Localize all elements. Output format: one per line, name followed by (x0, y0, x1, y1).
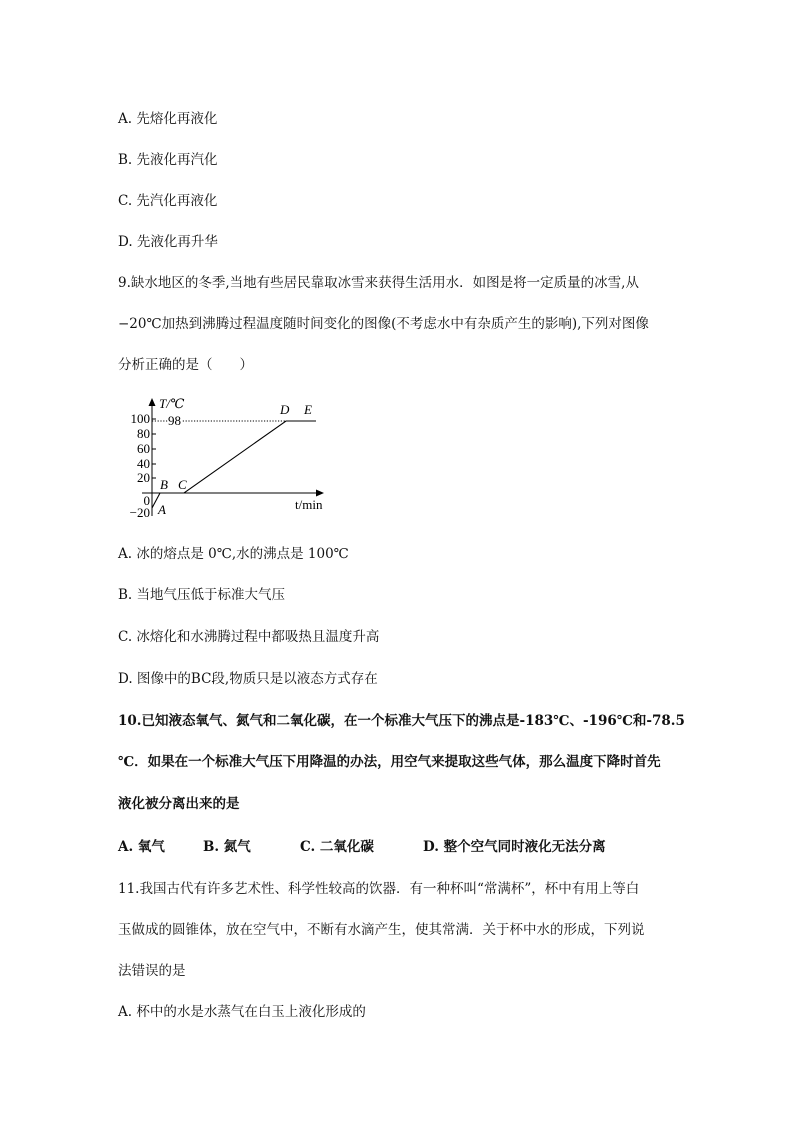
q10-option-c: C. 二氧化碳 (300, 839, 374, 855)
point-label-b: B (160, 477, 168, 492)
q9-stem-line-1: 9.缺水地区的冬季,当地有些居民靠取冰雪来获得生活用水．如图是将一定质量的冰雪,从 (118, 275, 639, 291)
q10-stem-line-2: ℃．如果在一个标准大气压下用降温的办法，用空气来提取这些气体，那么温度下降时首先 (118, 754, 661, 770)
q10-option-a: A. 氧气 (118, 839, 165, 855)
q11-stem-line-2: 玉做成的圆锥体，放在空气中，不断有水滴产生，使其常满．关于杯中水的形成，下列说 (118, 922, 645, 938)
q9-stem-line-2: −20℃加热到沸腾过程温度随时间变化的图像(不考虑水中有杂质产生的影响),下列对图像 (118, 316, 649, 332)
q9-option-b: B. 当地气压低于标准大气压 (118, 587, 286, 603)
y-axis-label: T/℃ (159, 396, 185, 411)
point-label-d: D (280, 402, 290, 417)
y-tick-label: 20 (137, 470, 150, 485)
q9-stem-line-3: 分析正确的是（ ） (118, 357, 253, 373)
q9-option-a: A. 冰的熔点是 0℃,水的沸点是 100℃ (118, 546, 349, 562)
q10-stem-line-3: 液化被分离出来的是 (118, 796, 240, 812)
q8-option-a: A. 先熔化再液化 (118, 111, 218, 127)
y-tick-label: 100 (130, 411, 150, 426)
q11-stem-line-3: 法错误的是 (118, 963, 186, 979)
q8-option-b: B. 先液化再汽化 (118, 152, 218, 168)
series-line (152, 421, 316, 508)
q10-option-d: D. 整个空气同时液化无法分离 (423, 839, 606, 855)
y-tick-label: 60 (137, 441, 150, 456)
y-tick-label: 40 (137, 456, 150, 471)
y-tick-label: 80 (137, 426, 150, 441)
q10-stem-line-1: 10.已知液态氧气、氮气和二氧化碳，在一个标准大气压下的沸点是-183℃、-196℃和-78.5 (118, 713, 685, 729)
q8-option-c: C. 先汽化再液化 (118, 193, 218, 209)
y-axis-arrow (149, 398, 156, 406)
q11-stem-line-1: 11.我国古代有许多艺术性、科学性较高的饮器．有一种杯叫“常满杯”，杯中有用上等白 (118, 881, 640, 897)
point-label-a: A (158, 502, 166, 517)
y-tick-label: 0 (143, 493, 150, 508)
x-axis-arrow (316, 490, 324, 497)
q9-option-d: D. 图像中的BC段,物质只是以液态方式存在 (118, 671, 378, 687)
q10-option-b: B. 氮气 (203, 839, 251, 855)
x-axis-label: t/min (295, 497, 323, 512)
y-tick-label: −20 (129, 505, 150, 520)
reference-label-98: 98 (168, 413, 181, 428)
q11-option-a: A. 杯中的水是水蒸气在白玉上液化形成的 (118, 1004, 366, 1020)
q8-option-d: D. 先液化再升华 (118, 234, 218, 250)
temperature-time-chart (126, 396, 336, 522)
point-label-c: C (178, 477, 187, 492)
point-label-e: E (304, 402, 312, 417)
q9-option-c: C. 冰熔化和水沸腾过程中都吸热且温度升高 (118, 629, 380, 645)
